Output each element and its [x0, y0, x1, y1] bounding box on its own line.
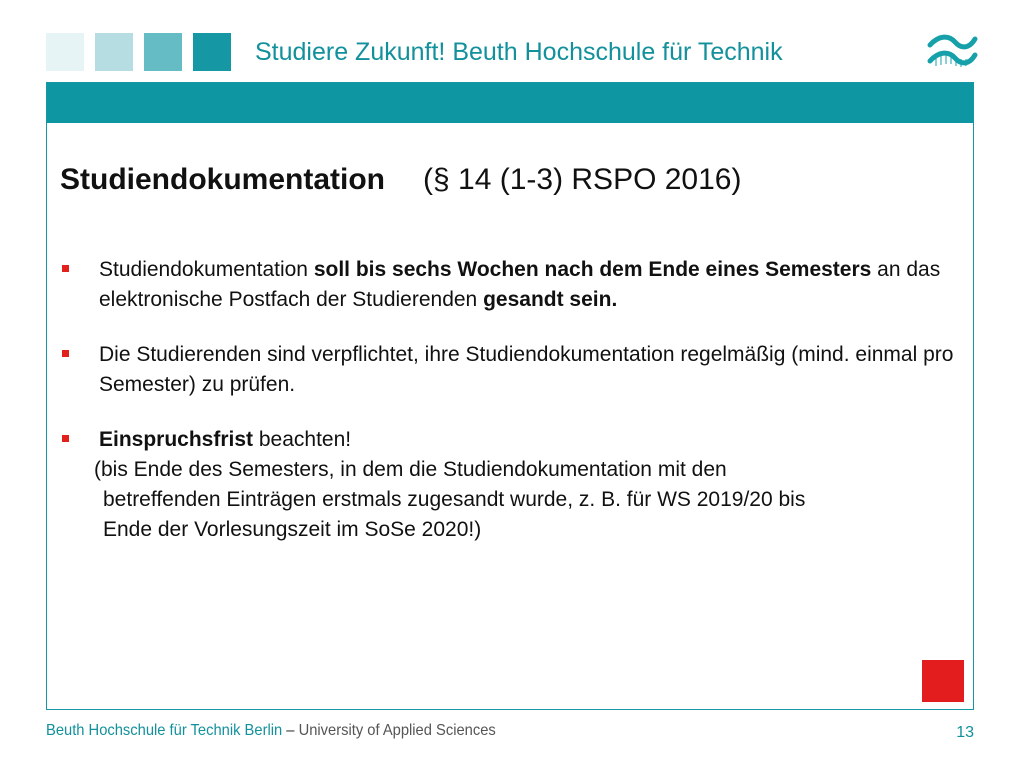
- slide-title-main: Studiendokumentation: [60, 163, 385, 196]
- slide-title: [60, 163, 741, 197]
- bullet-item: [59, 255, 959, 315]
- header-square-2: [95, 33, 133, 71]
- bullet-square-icon: [62, 350, 69, 357]
- page-number: 13: [956, 724, 974, 741]
- deadline-note-line: betreffenden Einträgen erstmals zugesandt wurde, z. B. für WS 2019/20 bis: [103, 488, 806, 511]
- red-accent-square: [922, 660, 964, 702]
- header-square-4: [193, 33, 231, 71]
- deadline-note-line: (bis Ende des Semesters, in dem die Studiendokumentation mit den: [94, 458, 727, 481]
- header-square-3: [144, 33, 182, 71]
- bullet-text: Studiendokumentation soll bis sechs Wochen nach dem Ende eines Semesters an das elektronische Postfach der Studierenden gesandt sein.: [99, 258, 941, 311]
- bullet-text: Die Studierenden sind verpflichtet, ihre Studiendokumentation regelmäßig (mind. einmal pro Semester) zu prüfen.: [99, 343, 954, 396]
- beuth-logo-icon: [925, 31, 979, 75]
- header-title: Studiere Zukunft! Beuth Hochschule für Technik: [255, 38, 783, 66]
- content-frame: [46, 82, 974, 710]
- deadline-note-line: Ende der Vorlesungszeit im SoSe 2020!): [103, 518, 482, 541]
- slide-title-reference: (§ 14 (1-3) RSPO 2016): [423, 163, 742, 196]
- footer-university: University of Applied Sciences: [298, 722, 496, 739]
- bullet-item: [59, 425, 959, 455]
- bullet-square-icon: [62, 265, 69, 272]
- bullet-item: [59, 340, 959, 400]
- bullet-square-icon: [62, 435, 69, 442]
- header-square-1: [46, 33, 84, 71]
- title-bar: [47, 83, 973, 123]
- footer-dash: –: [282, 722, 299, 739]
- footer-text: [46, 722, 496, 740]
- bullet-list: [59, 255, 959, 545]
- bullet-text: Einspruchsfrist beachten!: [99, 428, 352, 451]
- deadline-note: [59, 455, 959, 545]
- footer-org: Beuth Hochschule für Technik Berlin: [46, 722, 283, 739]
